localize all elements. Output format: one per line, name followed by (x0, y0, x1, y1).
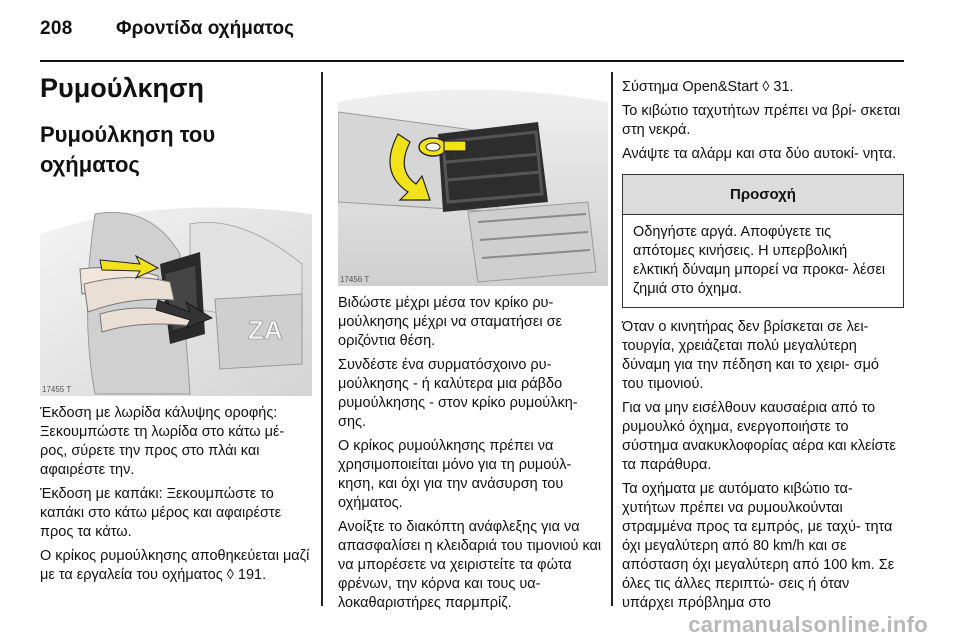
tow-eye-illustration (338, 72, 608, 286)
paragraph: Έκδοση με καπάκι: Ξεκουμπώστε το καπάκι στο κάτω μέρος και αφαιρέστε προς τα κάτω. (40, 486, 282, 540)
paragraph: Τα οχήματα με αυτόματο κιβώτιο τα- χυτήτων πρέπει να ρυμουλκούνται στραμμένα προς τα εμπρός, με ταχύ- τητα όχι μεγαλύτερη από 80 km/h και σε απόσταση όχι μεγαλύτερη από 100 km. Σε όλες τις άλλες περιπτώ- σεις ή όταν υπάρχει πρόβλημα στο (622, 481, 895, 611)
paragraph: Ανάψτε τα αλάρμ και στα δύο αυτοκί- νητα. (622, 146, 897, 162)
paragraph: Ανοίξτε το διακόπτη ανάφλεξης για να απασφαλίσει η κλειδαριά του τιμονιού και να μπορέσετε να χειριστείτε τα φώτα φρένων, την κόρνα και τους υα- λοκαθαριστήρες παρμπρίζ. (338, 519, 602, 611)
paragraph: Για να μην εισέλθουν καυσαέρια από το ρυμουλκό όχημα, ενεργοποιήστε το σύστημα ανακυκλοφορίας αέρα και κλείστε τα παράθυρα. (622, 400, 896, 473)
bumper-cover-illustration (40, 194, 312, 396)
page-number: 208 (40, 18, 73, 39)
figure-code: 17455 T (42, 385, 72, 394)
watermark: carmanualsonline.info (688, 612, 928, 637)
caution-title: Προσοχή (623, 175, 903, 215)
section-title: Φροντίδα οχήματος (116, 18, 294, 39)
column-2 (338, 72, 608, 613)
figure-tow-cover-removal (40, 194, 312, 396)
paragraph: Το κιβώτιο ταχυτήτων πρέπει να βρί- σκεται στη νεκρά. (622, 103, 901, 138)
caution-box (622, 174, 904, 308)
column-divider-2 (611, 72, 613, 606)
column-3 (622, 72, 904, 613)
figure-tow-eye-install (338, 72, 608, 286)
paragraph: Ο κρίκος ρυμούλκησης αποθηκεύεται μαζί με τα εργαλεία του οχήματος ◊ 191. (40, 548, 310, 583)
caution-text: Οδηγήστε αργά. Αποφύγετε τις απότομες κινήσεις. Η υπερβολική ελκτική δύναμη μπορεί να προκα- λέσει ζημιά στο όχημα. (633, 224, 886, 297)
header-rule (40, 60, 904, 62)
paragraph: Συνδέστε ένα συρματόσχοινο ρυ- μούλκησης - ή καλύτερα μια ράβδο ρυμούλκησης - στον κρίκο ρυμούλκη- σης. (338, 357, 578, 430)
paragraph: Ο κρίκος ρυμούλκησης πρέπει να χρησιμοποιείται μόνο για τη ρυμούλ- κηση, και όχι για την ανάσυρση του οχήματος. (338, 438, 572, 511)
column-divider-1 (321, 72, 323, 606)
paragraph: Σύστημα Open&Start ◊ 31. (622, 79, 794, 95)
chapter-heading: Ρυμούλκηση (40, 73, 204, 103)
paragraph: Βιδώστε μέχρι μέσα τον κρίκο ρυ- μούλκησης μέχρι να σταματήσει σε οριζόντια θέση. (338, 295, 562, 349)
paragraph: Έκδοση με λωρίδα κάλυψης οροφής: Ξεκουμπώστε τη λωρίδα στο κάτω μέ- ρος, σύρετε την προς στο πλάι και αφαιρέστε την. (40, 405, 285, 478)
paragraph: Όταν ο κινητήρας δεν βρίσκεται σε λει- τουργία, χρειάζεται πολύ μεγαλύτερη δύναμη για την πέδηση και το χειρι- σμό του τιμονιού. (622, 319, 879, 392)
svg-text:ZA: ZA (248, 315, 283, 345)
section-heading: Ρυμούλκηση του οχήματος (40, 122, 216, 177)
figure-code: 17456 T (340, 275, 370, 284)
page-header (40, 18, 920, 54)
column-1 (40, 72, 312, 585)
